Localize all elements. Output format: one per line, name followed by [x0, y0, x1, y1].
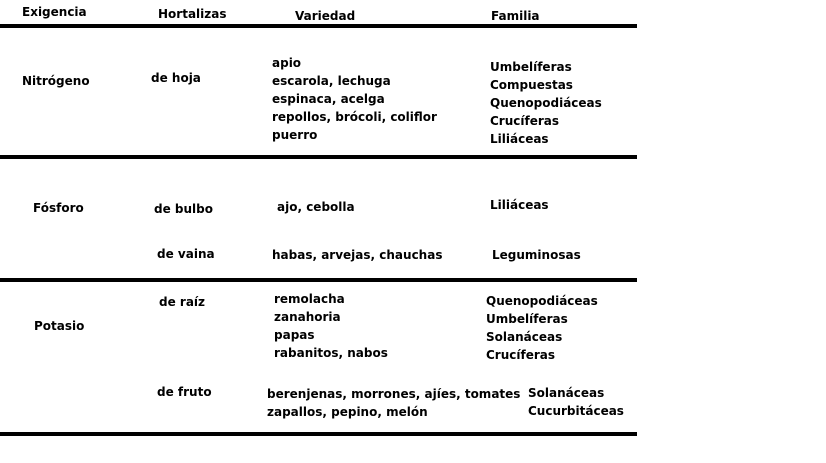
header-exigencia: Exigencia [22, 5, 87, 19]
hortaliza-cell: de raíz [159, 295, 206, 309]
familia-item: Cucurbitáceas [528, 404, 624, 418]
variedad-cell: ajo, cebolla [277, 200, 355, 214]
variedad-item: espinaca, acelga [272, 92, 385, 106]
bottom-rule [0, 432, 637, 436]
familia-item: Liliáceas [490, 132, 549, 146]
hortaliza-cell: de vaina [157, 247, 215, 261]
exigencia-cell: Fósforo [33, 201, 84, 215]
familia-item: Umbelíferas [486, 312, 568, 326]
variedad-item: repollos, brócoli, coliflor [272, 110, 437, 124]
familia-cell [528, 384, 624, 420]
variedad-cell [267, 385, 520, 421]
variedad-item: rabanitos, nabos [274, 346, 388, 360]
variedad-item: apio [272, 56, 302, 70]
familia-item: Quenopodiáceas [486, 294, 598, 308]
variedad-item: papas [274, 328, 315, 342]
familia-item: Umbelíferas [490, 60, 572, 74]
variedad-item: berenjenas, morrones, ajíes, tomates [267, 387, 521, 401]
variedad-cell: habas, arvejas, chauchas [272, 248, 443, 262]
rule-after-fosforo [0, 278, 637, 282]
hortaliza-cell: de fruto [157, 385, 212, 399]
variedad-cell [274, 290, 388, 362]
familia-item: Quenopodiáceas [490, 96, 602, 110]
familia-cell: Liliáceas [490, 198, 549, 212]
header-rule [0, 24, 637, 28]
familia-item: Compuestas [490, 78, 573, 92]
hortaliza-cell: de bulbo [154, 202, 213, 216]
variedad-item: puerro [272, 128, 318, 142]
header-hortalizas: Hortalizas [158, 7, 227, 21]
familia-cell [490, 58, 602, 148]
variedad-cell [272, 54, 437, 144]
familia-item: Solanáceas [486, 330, 563, 344]
header-variedad: Variedad [295, 9, 356, 23]
exigencia-cell: Nitrógeno [22, 74, 90, 88]
familia-item: Crucíferas [486, 348, 556, 362]
familia-item: Solanáceas [528, 386, 605, 400]
header-familia: Familia [491, 9, 540, 23]
familia-cell: Leguminosas [492, 248, 581, 262]
variedad-item: remolacha [274, 292, 345, 306]
familia-cell [486, 292, 598, 364]
variedad-item: escarola, lechuga [272, 74, 391, 88]
variedad-item: zanahoria [274, 310, 341, 324]
variedad-item: zapallos, pepino, melón [267, 405, 428, 419]
rule-after-nitrogeno [0, 155, 637, 159]
familia-item: Crucíferas [490, 114, 560, 128]
exigencia-cell: Potasio [34, 319, 85, 333]
hortaliza-cell: de hoja [151, 71, 201, 85]
